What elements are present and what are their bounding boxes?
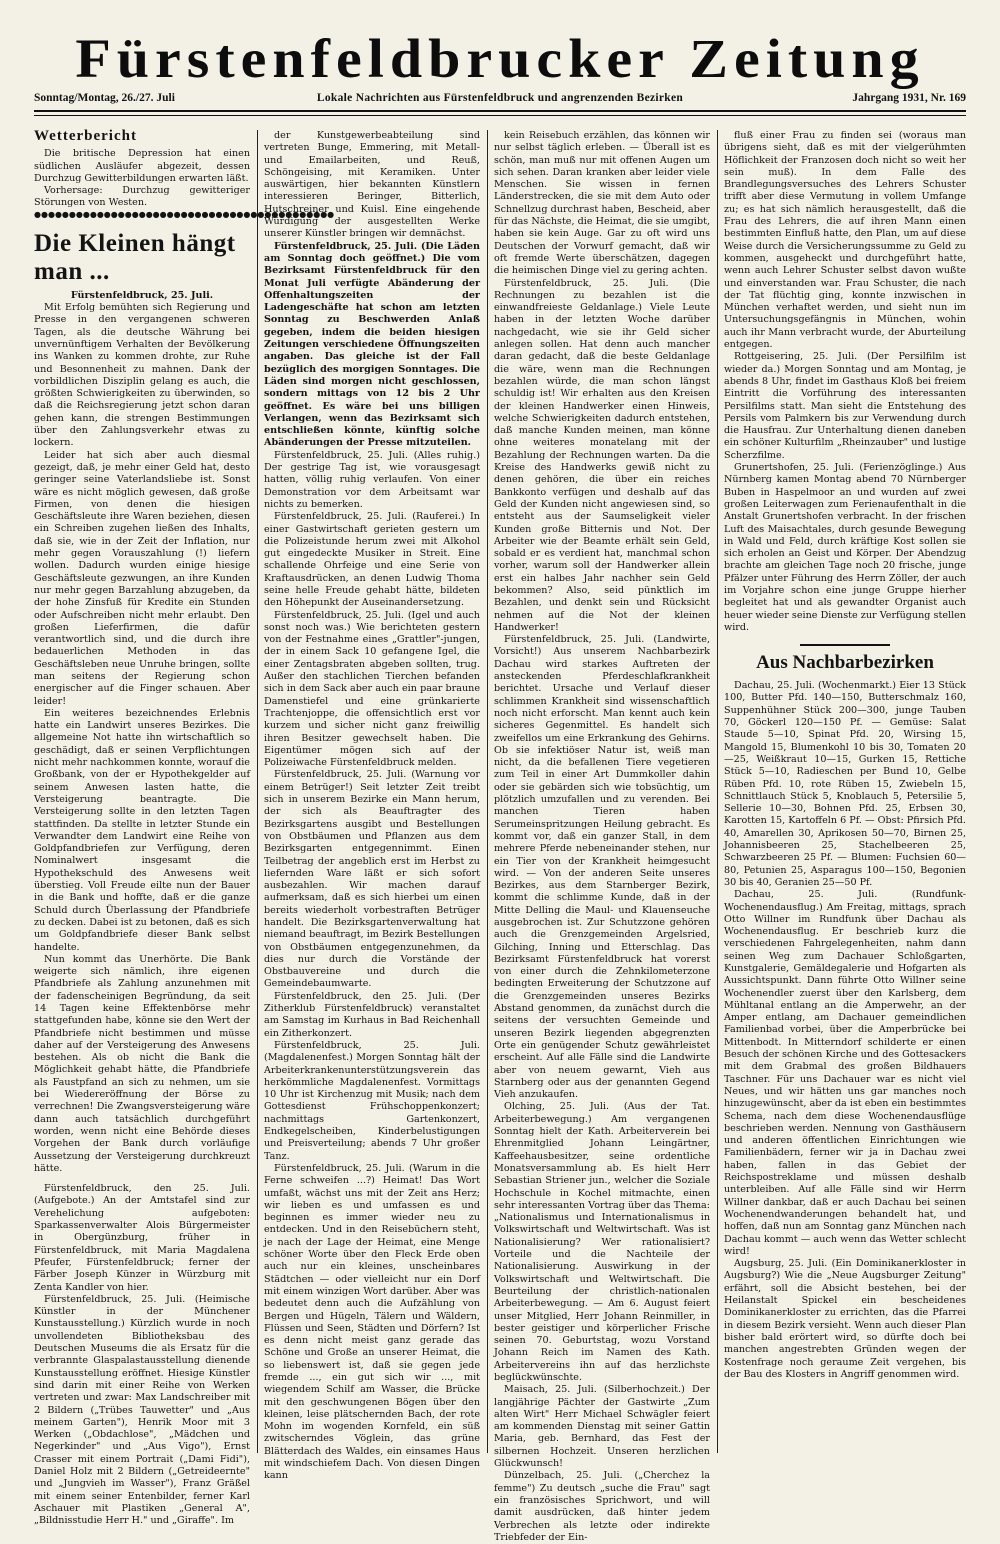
article-aufgebote: Fürstenfeldbruck, den 25. Juli. (Aufgebote.) An der Amtstafel sind zur Verehelichung aufgeboten: Sparkassenverwalter Alois Bürgermeister in Obergünzburg, früher in Fürstenfeldbruck, mit Maria Magdalena Pfeufer, Fürstenfeldbruck; ferner der Färber Joseph Künzer in Würzburg mit Zenta Kandler von hier. xyxy=(34,1183,250,1293)
column-1 xyxy=(34,128,335,1527)
section-divider xyxy=(800,644,890,646)
article-kuenstler: Fürstenfeldbruck, 25. Juli. (Heimische Künstler in der Münchener Kunstausstellung.) Kürzlich wurde in noch unvollendeten Bibliotheksbau des Deutschen Museums die als Ersatz für die verbrannte Glaspalastausstellung dienende Kunstausstellung eröffnet. Hiesige Künstler sind darin mit einer Reihe von Werken vertreten und zwar: Max Landschreiber mit 2 Bildern („Trübes Tauwetter" und „Aus meinem Garten"), Henrik Moor mit 3 Werken („Obdachlose", „Mädchen und Negerkinder" und „Aus Vigo"), Ernst Crasser mit einem Portrait („Dami Fidi"), Daniel Holz mit 2 Bildern („Getreideernte" und „Jungvieh im Wasser"), Franz Gräßel mit einem seiner Entenbilder, ferner Karl Aschauer mit Plastiken „General A", „Bildnisstudie Herr H." und „Giraffe". Im xyxy=(34,1293,250,1527)
article-rottgeisering: Rottgeisering, 25. Juli. (Der Persilfilm ist wieder da.) Morgen Sonntag und am Montag, je abends 8 Uhr, findet im Gasthaus Kloß bei freiem Eintritt die Vorführung des interessanten Persilfilms statt. Man sieht die Entstehung des Persils vom Palmkern bis zur Verwendung durch die Hausfrau. Zur Unterhaltung dienen daneben ein schöner Kulturfilm „Rheinzauber" und lustige Scherzfilme. xyxy=(724,351,966,461)
masthead-rule-thin xyxy=(34,115,966,116)
column-2 xyxy=(264,130,480,1482)
masthead-info-row xyxy=(34,92,966,106)
article-columns xyxy=(34,128,966,1543)
weather-forecast: Vorhersage: Durchzug gewitteriger Störungen von Westen. xyxy=(34,185,250,209)
nachbarbezirke-heading: Aus Nachbarbezirken xyxy=(756,652,934,674)
weather-text: Die britische Depression hat einen südlichen Ausläufer abgezeit, dessen Durchzug Gewitterbildungen erwarten läßt. xyxy=(34,148,250,184)
article-zitherklub: Fürstenfeldbruck, den 25. Juli. (Der Zitherklub Fürstenfeldbruck) veranstaltet am Samstag im Kurhaus in Bad Reichenhall ein Zitherkonzert. xyxy=(264,990,480,1039)
issue-number: Jahrgang 1931, Nr. 169 xyxy=(852,92,966,104)
article-duenzelbach-continued: fluß einer Frau zu finden sei (woraus man übrigens sieht, daß es mit der vielgerühmten Höflichkeit der Franzosen doch nicht so weit her sein muß). In dem Falle des Brandlegungsversuches des Lehrers Schuster trifft aber diese Vermutung in vollem Umfange zu; es hat sich nämlich herausgestellt, daß die Frau des Lehrers, die auf ihren Mann einen bestimmten Einfluß hatte, den Plan, um auf diese Weise durch die Versicherungssumme zu Geld zu kommen, ausgeheckt und durchgeführt hatte, wenn auch Lehrer Schuster selbst davon wußte und einverstanden war. Frau Schuster, die nach der Tat flüchtig ging, konnte inzwischen in München verhaftet werden, und sieht nun im Untersuchungsgefängnis in München, wohin auch ihr Mann verbracht wurde, der Aburteilung entgegen. xyxy=(724,130,966,351)
article-kunst-continued: der Kunstgewerbeabteilung sind vertreten Bunge, Emmering, mit Metall- und Emailarbeiten, und Reuß, Schöngeising, mit Keramiken. Unter auswärtigen, hier bekannten Künstlern interessieren Beringer, Bitterlich, Hutschreiner und Kuisl. Eine eingehende Würdigung der ausgestellten Werke unserer Künstler bringen wir demnächst. xyxy=(264,130,480,240)
column-3 xyxy=(494,130,710,1543)
column-4 xyxy=(724,130,966,1453)
article-heimat-continued: kein Reisebuch erzählen, das können wir nur selbst täglich erleben. — Überall ist es schön, man muß nur mit offenen Augen um sich sehen. Daran kranken aber leider viele Menschen. Sie wissen in fernen Länderstrecken, die sie mit dem Auto oder Schnellzug durchrast haben, Bescheid, aber für das Nächste, die Heimat, die sie umgibt, haben sie kein Auge. Gar zu oft wird uns Deutschen der Vorwurf gemacht, daß wir oft fremde Werte überschätzen, dagegen die heimischen Dinge viel zu gering achten. xyxy=(494,130,710,277)
article-magdalenenfest: Fürstenfeldbruck, 25. Juli. (Magdalenenfest.) Morgen Sonntag hält der Arbeiterkrankenunterstützungsverein das herkömmliche Magdalenenfest. Vormittags 10 Uhr ist Kirchenzug mit Musik; nach dem Gottesdienst Frühschoppenkonzert; nachmittags Gartenkonzert, Endkegelscheiben, Kinderbelustigungen und Preisverteilung; abends 7 Uhr großer Tanz. xyxy=(264,1039,480,1162)
article-rechnungen: Fürstenfeldbruck, 25. Juli. (Die Rechnungen zu bezahlen ist die einwandfreieste Geldanlage.) Viele Leute haben in der letzten Woche darüber nachgedacht, wie sie ihr Geld sicher anlegen sollen. Hat denn auch mancher daran gedacht, daß die beste Geldanlage die wäre, wenn man die Rechnungen bezahlen würde, die man schon längst schuldig ist! Wir erhalten aus den Kreisen der kleinen Handwerker einen Hinweis, welche Schwierigkeiten dadurch entstehen, daß manche Kunden meinen, man könne ohne weiteres monatelang mit der Bezahlung der Rechnungen warten. Da die Kreise des Handwerks gewiß nicht zu denen gehören, die über ein reiches Bankkonto verfügen und deshalb auf das Geld der Kunden nicht angewiesen sind, so entsteht aus der Saumseligkeit vieler Kunden große Bitternis und Not. Der Arbeiter wie der Beamte erhält sein Geld, sobald er es verdient hat, manchmal schon vorher, warum soll der Handwerker allein erst ein halbes Jahr nachher sein Geld bekommen? Also, seid pünktlich im Bezahlen, und denkt sein und Rücksicht nehmen auf die Not der kleinen Handwerker! xyxy=(494,277,710,633)
article-maisach: Maisach, 25. Juli. (Silberhochzeit.) Der langjährige Pächter der Gastwirte „Zum alten Wirt" Herr Michael Schwägler feiert am kommenden Dienstag mit seiner Gattin Maria, geb. Bernhard, das Fest der silbernen Hochzeit. Unseren herzlichen Glückwunsch! xyxy=(494,1384,710,1470)
weather-heading: Wetterbericht xyxy=(34,128,137,144)
article-dachau-rundfunk: Dachau, 25. Juli. (Rundfunk-Wochenendausflug.) Am Freitag, mittags, sprach Otto Willner im Rundfunk über Dachau als Wochenendausflug. Er beschrieb kurz die verschiedenen Fahrgelegenheiten, nahm dann seinen Weg zum Dachauer Schloßgarten, Kunstgalerie, Gemäldegalerie und Hofgarten als Aussichtspunkt. Dann führte Otto Willner seine Wochenendler zuerst über den Karlsberg, dem Mühltanal entlang an die Amperwehr, an der Amper entlang, am Dachauer gemeindlichen Familienbad vorbei, über die Amperbrücke bei Mittenbodt. In Mitterndorf schilderte er einen Besuch der schönen Kirche und des Gottesackers mit dem Grabmal des großen Bildhauers Taschner. Für uns Dachauer war es nicht viel Neues, und wir hätten uns gar manches noch hinzugewünscht, aber da ist eben ein bestimmtes Schema, nach dem diese Wochenendausflüge beschrieben werden. Nennung von Gasthäusern und anderen öffentlichen Einrichtungen wie Familienbädern, ferner wir ja in Dachau zwei haben, fallen in das Gebiet der Reichspostreklame und müssen deshalb unterbleiben. Auf alle Fälle sind wir Herrn Willner dankbar, daß er auch Dachau bei seinen Wochenendwanderungen behandelt hat, und hoffen, daß nun am Sonntag ganz München nach Dachau kommt — auch wenn das Wetter schlecht wird! xyxy=(724,889,966,1257)
decorative-star-rule: ●●●●●●●●●●●●●●●●●●●●●●●●●●●●●●●●●●●●●●●●●●● xyxy=(34,209,335,219)
article-rauferei: Fürstenfeldbruck, 25. Juli. (Rauferei.) In einer Gastwirtschaft gerieten gestern um die Polizeistunde herum zwei mit Alkohol gut eingedeckte Musiker in Streit. Eine schallende Ohrfeige und eine Serie von Kraftausdrücken, an denen Ludwig Thoma seine helle Freude gehabt hätte, bildeten den Höhepunkt der Auseinandersetzung. xyxy=(264,511,480,609)
issue-date: Sonntag/Montag, 26./27. Juli xyxy=(34,92,175,104)
article-landwirte: Fürstenfeldbruck, 25. Juli. (Landwirte, Vorsicht!) Aus unserem Nachbarbezirk Dachau wird starkes Auftreten der ansteckenden Pferdeschlafkrankheit berichtet. Ursache und Verlauf dieser schlimmen Krankheit sind wissenschaftlich noch nicht erforscht. Man kennt auch kein sicheres Gegenmittel. Es handelt sich zweifellos um eine Erkrankung des Gehirns. Ob sie infektiöser Natur ist, weiß man nicht, da die befallenen Tiere vegetieren zum Teil in einer Art Dummkoller dahin oder sie gebärden sich wie tobsüchtig, um plötzlich umzufallen und zu verenden. Bei manchen Tieren haben Serumeinspritzungen Heilung gebracht. Es kommt vor, daß ein ganzer Stall, in dem mehrere Pferde nebeneinander stehen, nur ein Tier von der Krankheit heimgesucht wird. — Von der anderen Seite unseres Bezirkes, aus dem Starnberger Bezirk, kommt die schlimme Kunde, daß in der Mitte Delling die Maul- und Klauenseuche ausgebrochen ist. Zur Schutzzone gehören auch die Grenzgemeinden Argelsried, Gilching, Inning und Etterschlag. Das Bezirksamt Fürstenfeldbruck hat vorerst von einer durch die Zehnkilometerzone bedingten Erweiterung der Schutzzone auf die Grenzgemeinden unseres Bezirks Abstand genommen, da zunächst durch die seitens der versuchten Gemeinde und unseren Bezirk liegenden abgegrenzten Orte ein genügender Schutz gewährleistet erscheint. Auf alle Fälle sind die Landwirte aber von neuem gewarnt, Vieh aus Starnberg oder aus der genannten Gegend Vieh anzukaufen. xyxy=(494,634,710,1101)
main-article-paragraph: Ein weiteres bezeichnendes Erlebnis hatte ein Landwirt unseres Bezirkes. Die allgemeine Not hatte ihn wirtschaftlich so geschädigt, daß er seinen Verpflichtungen nicht mehr nachkommen konnte, worauf die Großbank, von der er Hypothekgelder auf seinem Anwesen lasten hatte, die Versteigerung beantragte. Die Versteigerung sollte in den letzten Tagen stattfinden. Da stellte in letzter Stunde ein Verwandter dem Landwirt eine Reihe von Goldpfandbriefen zur Verfügung, deren Nominalwert insgesamt die Hypothekschuld des Anwesens weit überstieg. Voll Freude eilte nun der Bauer in die Bank und hoffte, daß er die ganze Schuld durch Überlassung der Pfandbriefe zu decken. Dabei ist zu betonen, daß es sich um Goldpfandbriefe dieser Bank selbst handelte. xyxy=(34,707,250,953)
article-grunertshofen: Grunertshofen, 25. Juli. (Ferienzöglinge.) Aus Nürnberg kamen Montag abend 70 Nürnberger Buben in Haspelmoor an und wurden auf zwei großen Leiterwagen zum Ferienaufenthalt in die Anstalt Grunertshofen verbracht. In der frischen Luft des Maisachtales, durch gesunde Bewegung in Wald und Feld, durch kräftige Kost sollen sie sich erholen an Geist und Körper. Der Abendzug brachte am gleichen Tage noch 20 frische, junge Pfälzer unter Führung des Herrn Zöller, der auch im Vorjahre schon eine junge Gruppe hierher begleitet hat und als gewandter Organist auch heuer wieder seine Dienste zur Verfügung stellen wird. xyxy=(724,462,966,633)
main-article-paragraph: Nun kommt das Unerhörte. Die Bank weigerte sich nämlich, ihre eigenen Pfandbriefe als Zahlung anzunehmen mit der fadenscheinigen Begründung, da seit 14 Tagen keine Effektenbörse mehr stattgefunden habe, könne sie den Wert der Pfandbriefe nicht bestimmen und müsse daher auf der Versteigerung des Anwesens bestehen. Als ob nicht die Bank die Möglichkeit gehabt hätte, die Pfandbriefe als Faustpfand an sich zu nehmen, um sie bei Wiedereröffnung der Börse zu verrechnen! Die Zwangsversteigerung wäre dann auch tatsächlich durchgeführt worden, wenn nicht eine Behörde dieses Vorgehen der Bank durch vorläufige Aussetzung der Versteigerung durchkreuzt hätte. xyxy=(34,953,250,1174)
article-laeden: Fürstenfeldbruck, 25. Juli. (Die Läden am Sonntag doch geöffnet.) Die vom Bezirksamt Fürstenfeldbruck für den Monat Juli verfügte Abänderung der Offenhaltungszeiten der Ladengeschäfte hat schon am letzten Sonntag zu Beschwerden Anlaß gegeben, indem die beiden hiesigen Zeitungen verschiedene Öffnungszeiten angaben. Das gleiche ist der Fall bezüglich des morgigen Sonntages. Die Läden sind morgen nicht geschlossen, sondern mittags von 12 bis 2 Uhr geöffnet. Es wäre bei uns billigen Verlangen, wenn das Bezirksamt sich entschließen könnte, künftig solche Abänderungen der Presse mitzuteilen. xyxy=(264,240,480,449)
main-article-dateline: Fürstenfeldbruck, 25. Juli. xyxy=(70,289,214,301)
masthead xyxy=(34,18,966,128)
column-divider xyxy=(257,130,258,1453)
article-igel: Fürstenfeldbruck, 25. Juli. (Igel und auch sonst noch was.) Wie berichteten gestern von der Festnahme eines „Grattler"-jungen, der in einem Sack 10 gefangene Igel, die einer Zentagsbraten abgeben sollten, trug. Außer den stachlichen Tierchen befanden sich in dem Sack aber auch ein paar braune Damenstiefel und eine grünkarierte Trachtenjoppe, die offensichtlich erst vor kurzem und sicher nicht ganz freiwillig ihren Besitzer gewechselt haben. Die Eigentümer mögen sich auf der Polizeiwache Fürstenfeldbruck melden. xyxy=(264,609,480,769)
main-article-paragraph: Mit Erfolg bemühten sich Regierung und Presse in den vergangenen schweren Tagen, als die deutsche Währung bei unvernünftigem Verhalten der Bevölkerung ins Wanken zu kommen drohte, zur Ruhe und Besonnenheit zu mahnen. Dank der vorbildlichen Disziplin gelang es auch, die größten Schwierigkeiten zu überwinden, so daß die Reichsregierung jetzt schon daran gehen kann, die strengen Bestimmungen über den Zahlungsverkehr etwas zu lockern. xyxy=(34,302,250,449)
column-divider xyxy=(487,130,488,1453)
newspaper-subtitle: Lokale Nachrichten aus Fürstenfeldbruck und angrenzenden Bezirken xyxy=(316,92,684,104)
article-heimat: Fürstenfeldbruck, 25. Juli. (Warum in die Ferne schweifen ...?) Heimat! Das Wort umfaßt, wächst uns mit der Zeit ans Herz; wir lieben es und umfassen es und beginnen es immer wieder neu zu entdecken. Und in den Reisebüchern steht, je nach der Lage der Heimat, eine Menge schöner Worte über den Fleck Erde oben auch nur ein kleines, unscheinbares Städtchen — oder vielleicht nur ein Dorf mit einem winzigen Wort darüber. Aber was bedeutet denn auch die Aufzählung von Bergen und Hügeln, Tälern und Wäldern, Flüssen und Seen, Städten und Dörfern? Ist es denn nicht meist ganz gerade das Schöne und Große an unserer Heimat, die so liebenswert ist, daß sie gegen jede fremde ..., ein gut sich wir ..., mit wiegendem Schilf am Wasser, die Brücke mit den geschwungenen Bögen über den kleinen, leise plätschernden Bach, der rote Mohn im wogenden Kornfeld, ein süß zwitscherndes Vöglein, das grüne Blätterdach des Waldes, ein einsames Haus mit windschiefem Dach. Von diesen Dingen kann xyxy=(264,1162,480,1482)
article-dachau-wochenmarkt: Dachau, 25. Juli. (Wochenmarkt.) Eier 13 Stück 100, Butter Pfd. 140—150, Butterschmalz 160, Suppenhühner Stück 200—300, junge Tauben 70, Göckerl 120—150 Pf. — Gemüse: Salat Staude 5—10, Spinat Pfd. 20, Wirsing 15, Mangold 15, Blumenkohl 10 bis 30, Tomaten 20—25, Weißkraut 10—15, Gurken 15, Rettiche Stück 5—10, Radieschen per Bund 10, Gelbe Rüben Pfd. 10, rote Rüben 15, Zwiebeln 15, Schnittlauch Stück 5, Knoblauch 5, Petersilie 5, Sellerie 10—30, Bohnen Pfd. 25, Erbsen 30, Karotten 15, Kartoffeln 6 Pf. — Obst: Pfirsich Pfd. 40, Amarellen 30, Aprikosen 50—70, Birnen 25, Johannisbeeren 25, Stachelbeeren 25, Schwarzbeeren 25 Pf. — Blumen: Fuchsien 60—80, Petunien 25, Asparagus 100—150, Begonien 30 bis 40, Geranien 25—50 Pf. xyxy=(724,680,966,888)
newspaper-title: Fürstenfeldbrucker Zeitung xyxy=(75,27,925,90)
article-alles-ruhig: Fürstenfeldbruck, 25. Juli. (Alles ruhig.) Der gestrige Tag ist, wie vorausgesagt hatten, völlig ruhig verlaufen. Von einer Demonstration vor dem Arbeitsamt war nichts zu bemerken. xyxy=(264,449,480,510)
article-augsburg: Augsburg, 25. Juli. (Ein Dominikanerkloster in Augsburg?) Wie die „Neue Augsburger Zeitung" erfährt, soll die Absicht bestehen, bei der Heilanstalt Spickel ein bescheidenes Dominikanerkloster zu errichten, das die Pfarrei in diesem Bezirk versieht. Wenn auch dieser Plan bisher bald erörtert wird, so dürfte doch bei manchen angestrebten Gründen wegen der Kostenfrage noch geraume Zeit vergehen, bis der Bau des Klosters in Angriff genommen wird. xyxy=(724,1258,966,1380)
article-warnung: Fürstenfeldbruck, 25. Juli. (Warnung vor einem Betrüger!) Seit letzter Zeit treibt sich in unserem Bezirke ein Mann herum, der sich als Beauftragter des Bezirksgartens ausgibt und Bestellungen von Obstbäumen und Pflanzen aus dem Bezirksgarten entgegennimmt. Einen Teilbetrag der angeblich erst im Herbst zu liefernden Ware läßt er sich sofort ausbezahlen. Wir machen darauf aufmerksam, daß es sich hierbei um einen bereits wiederholt vorbestraften Betrüger handelt. Die Bezirksgartenverwaltung hat niemand beauftragt, im Bezirk Bestellungen von Obstbäumen entgegenzunehmen, da dies nur durch die Vorstände der Obstbauvereine und durch die Gemeindebaumwarte. xyxy=(264,769,480,990)
masthead-rule xyxy=(34,110,966,112)
column-divider xyxy=(717,130,718,1453)
article-duenzelbach: Dünzelbach, 25. Juli. („Cherchez la femme") Zu deutsch „suche die Frau" sagt ein französisches Sprichwort, und will damit ausdrücken, daß hinter jedem Verbrechen als letzte oder indirekte Triebfeder der Ein- xyxy=(494,1470,710,1543)
article-olching: Olching, 25. Juli. (Aus der Tat. Arbeiterbewegung.) Am vergangenen Sonntag hielt der Kath. Arbeiterverein bei Ehrenmitglied Johann Leingärtner, Kaffeehausbesitzer, seine ordentliche Monatsversammlung ab. Es hielt Herr Sebastian Striener jun., welcher die Soziale Hochschule in Kochel mitmachte, einen sehr interessanten Vortrag über das Thema: „Nationalismus und Internationalismus in Volkswirtschaft und Weltwirtschaft. Was ist Nationalisierung? Wer rationalisiert? Vorteile und die Nachteile der Nationalisierung. Auswirkung in der Volkswirtschaft und Weltwirtschaft. Die Beurteilung der christlich-nationalen Arbeiterbewegung. — Am 6. August feiert unser Mitglied, Herr Johann Reinmiller, in bester geistiger und körperlicher Frische seinen 70. Geburtstag, wozu Vorstand Johann Reich im Namen des Kath. Arbeitervereins ihn auf das herzlichste beglückwünschte. xyxy=(494,1101,710,1383)
main-article-paragraph: Leider hat sich aber auch diesmal gezeigt, daß, je mehr einer Geld hat, desto geringer seine Vaterlandsliebe ist. Sonst wäre es nicht möglich gewesen, daß große Firmen, von denen die hiesigen Geschäftsleute ihre Waren beziehen, diesen ein Schreiben zugehen ließen des Inhalts, daß sie, wie in der Zeit der Inflation, nur mehr gegen Vorauszahlung (!) liefern wollen. Dadurch wurden einige hiesige Geschäftsleute gezwungen, an ihre Kunden nur mehr gegen Barzahlung abzugeben, da der hohe Zinsfuß für Kredite ein Stunden oder Aufschreiben nicht mehr erlaubt. Den großen Lieferfirmen, die dafür verantwortlich sind, und die durch ihre bedauerlichen Methoden in das Geschäftsleben neue Unruhe bringen, sollte man seitens der Regierung schon energischer auf die Finger schauen. Aber leider! xyxy=(34,449,250,707)
main-article-headline: Die Kleinen hängt man ... xyxy=(34,229,236,285)
